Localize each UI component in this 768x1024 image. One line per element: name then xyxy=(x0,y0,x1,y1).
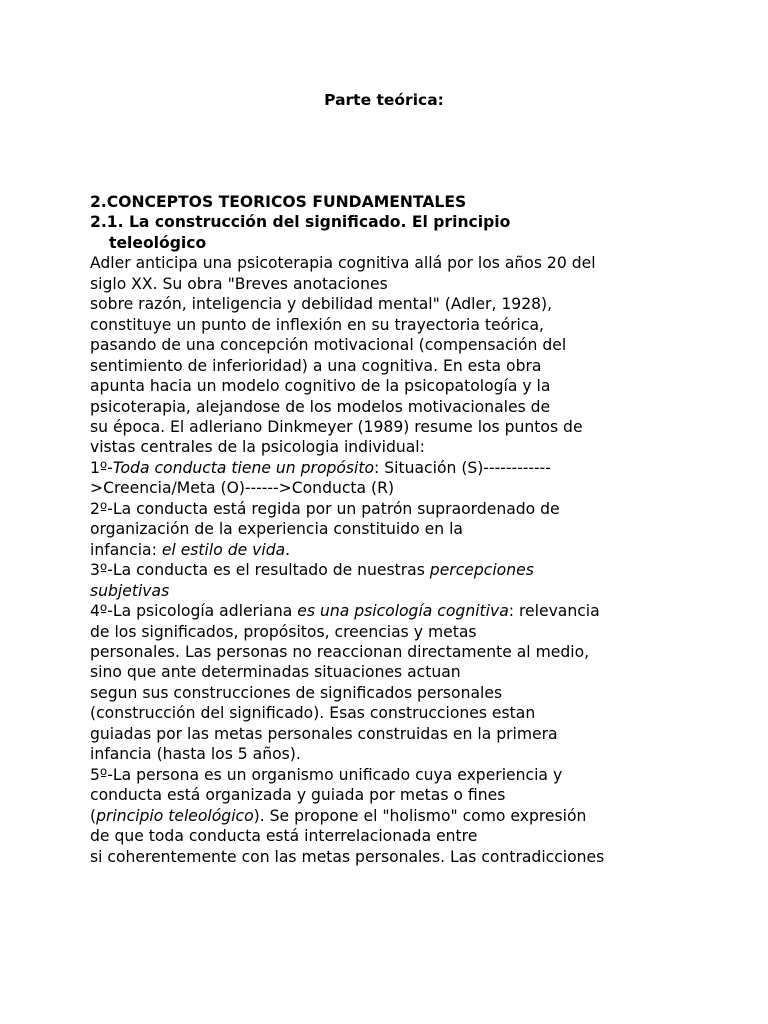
text-run: infancia: xyxy=(90,540,162,559)
text-run: 4º-La psicología adleriana xyxy=(90,602,298,621)
text-run: . xyxy=(285,540,291,559)
subsection-heading-continuation: teleológico xyxy=(109,233,207,252)
emphasis-text: el estilo de vida xyxy=(161,540,286,559)
emphasis-text: subjetivas xyxy=(90,581,170,600)
list-item-number: 1º- xyxy=(90,458,113,477)
text-run: ( xyxy=(90,806,97,825)
paragraph-line: su época. El adleriano Dinkmeyer (1989) resume los puntos de xyxy=(90,417,583,436)
paragraph-line: de que toda conducta está interrelacionada entre xyxy=(90,827,478,846)
paragraph-line: pasando de una concepción motivacional (compensación del xyxy=(90,336,567,355)
list-item-5: 5º-La persona es un organismo unificado cuya experiencia y xyxy=(90,765,563,784)
paragraph-line: segun sus construcciones de significados personales xyxy=(90,683,503,702)
paragraph-line: conducta está organizada y guiada por metas o fines xyxy=(90,786,506,805)
paragraph-line: vistas centrales de la psicologia individual: xyxy=(90,438,425,457)
paragraph-line: >Creencia/Meta (O)------>Conducta (R) xyxy=(90,479,395,498)
emphasis-text: principio teleológico xyxy=(96,806,254,825)
paragraph-line: guiadas por las metas personales construidas en la primera xyxy=(90,724,558,743)
list-item-4 xyxy=(90,601,680,621)
paragraph-line: apunta hacia un modelo cognitivo de la psicopatología y la xyxy=(90,377,551,396)
paragraph-line: Adler anticipa una psicoterapia cognitiva allá por los años 20 del xyxy=(90,254,596,273)
emphasis-text: percepciones xyxy=(429,561,534,580)
paragraph-line: si coherentemente con las metas personales. Las contradicciones xyxy=(90,847,605,866)
text-run: 3º-La conducta es el resultado de nuestras xyxy=(90,561,430,580)
emphasis-text: Toda conducta tiene un propósito xyxy=(112,458,375,477)
paragraph-line: (construcción del significado). Esas construcciones estan xyxy=(90,704,536,723)
text-run: ). Se propone el "holismo" como expresión xyxy=(253,806,587,825)
paragraph-line: siglo XX. Su obra "Breves anotaciones xyxy=(90,274,388,293)
paragraph-line: sentimiento de inferioridad) a una cognitiva. En esta obra xyxy=(90,356,542,375)
list-item-3 xyxy=(90,560,680,580)
paragraph-line xyxy=(90,540,680,560)
subsection-heading: 2.1. La construcción del significado. El principio xyxy=(90,213,511,232)
page-title: Parte teórica: xyxy=(324,91,444,109)
list-item-2: 2º-La conducta está regida por un patrón supraordenado de xyxy=(90,499,560,518)
paragraph-line: organización de la experiencia constituido en la xyxy=(90,520,463,539)
emphasis-text: es una psicología cognitiva xyxy=(297,602,509,621)
paragraph-line: de los significados, propósitos, creencias y metas xyxy=(90,622,477,641)
document-body xyxy=(90,192,680,867)
text-run: : relevancia xyxy=(508,602,600,621)
paragraph-line: infancia (hasta los 5 años). xyxy=(90,745,301,764)
paragraph-line: psicoterapia, alejandose de los modelos motivacionales de xyxy=(90,397,551,416)
section-heading: 2.CONCEPTOS TEORICOS FUNDAMENTALES xyxy=(90,193,467,211)
list-item-text: : Situación (S)------------ xyxy=(374,458,551,477)
paragraph-line: sobre razón, inteligencia y debilidad mental" (Adler, 1928), xyxy=(90,295,553,314)
paragraph-line xyxy=(90,806,680,826)
paragraph-line: personales. Las personas no reaccionan directamente al medio, xyxy=(90,642,590,661)
list-item-1 xyxy=(90,458,680,478)
paragraph-line: sino que ante determinadas situaciones actuan xyxy=(90,663,461,682)
paragraph-line: constituye un punto de inflexión en su trayectoria teórica, xyxy=(90,315,544,334)
